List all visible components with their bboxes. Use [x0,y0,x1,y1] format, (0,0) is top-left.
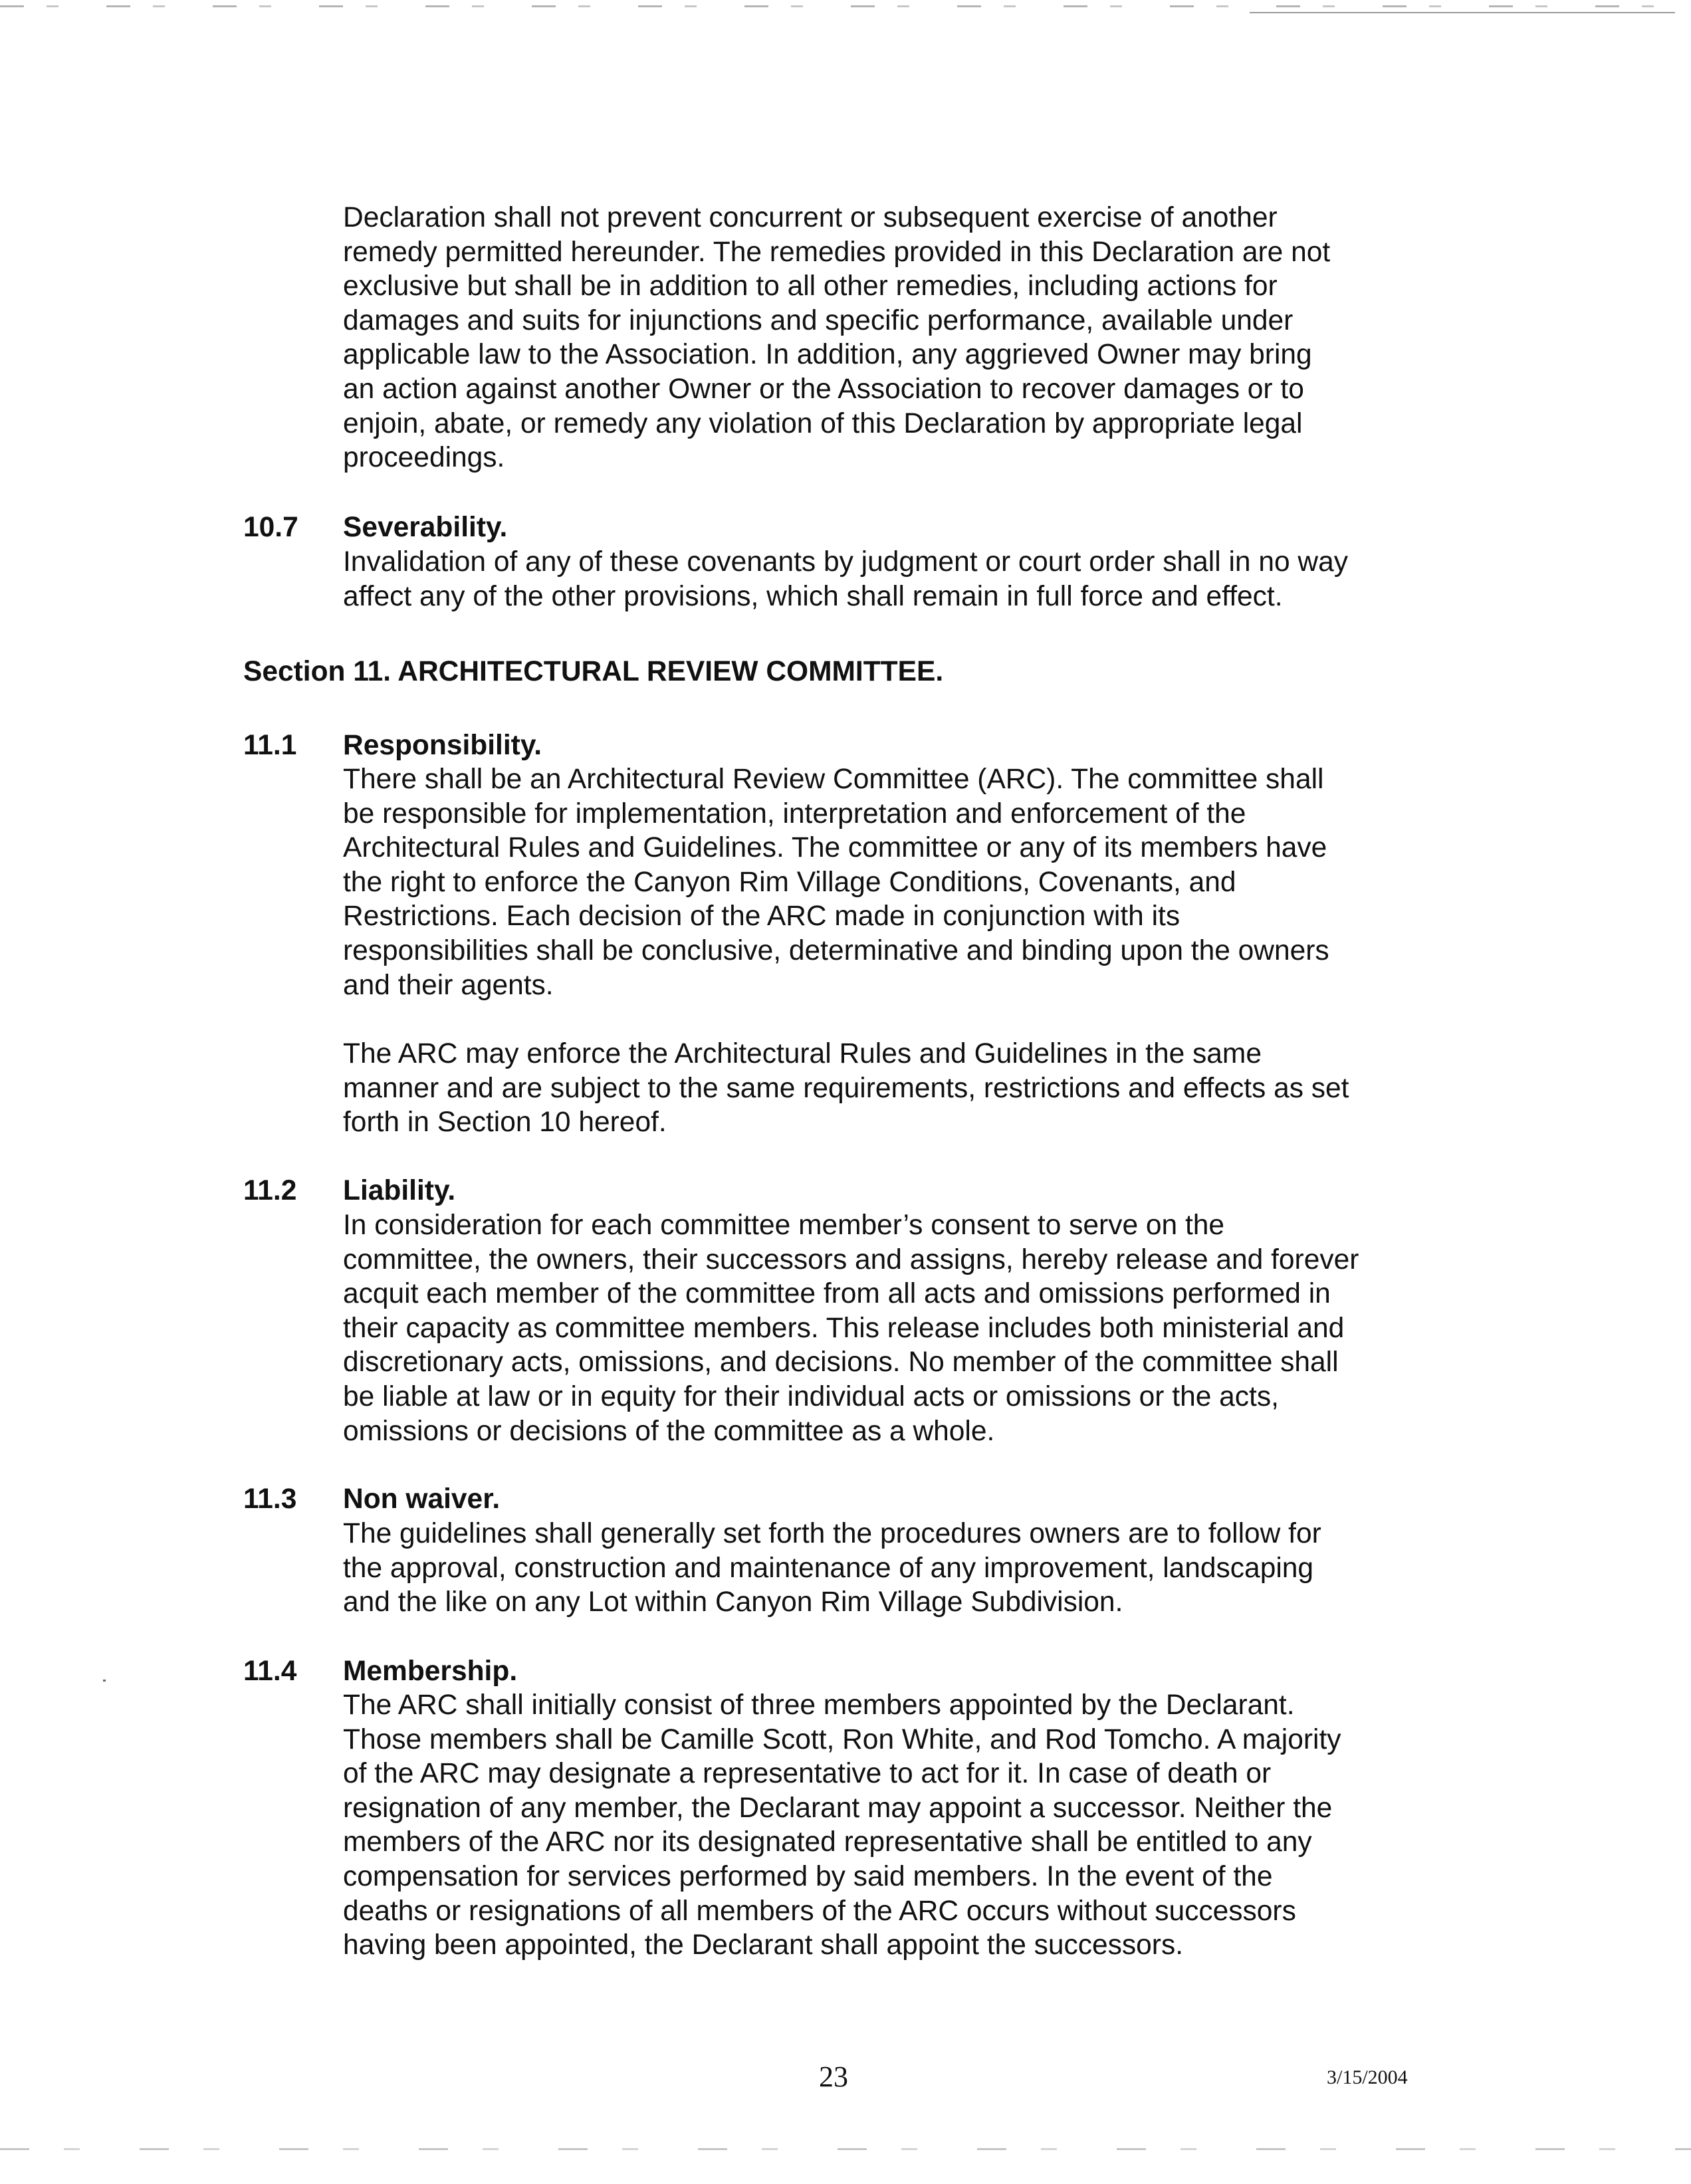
membership-body: The ARC shall initially consist of three members appointed by the Declarant. Those members shall be Camille Scott, Ron White, and Rod Tomcho. A majority of the ARC may designate a representative to act for it. In case of death or resignation of any member, the Declarant may appoint a successor. Neither the members of the ARC nor its designated representative shall be entitled to any compensation for services performed by said members. In the event of the deaths or resignations of all members of the ARC occurs without successors having been appointed, the Declarant shall appoint the successors. [343,1690,1341,1961]
subsection-number-11-3: 11.3 [243,1483,297,1515]
continuation-paragraph: Declaration shall not prevent concurrent or subsequent exercise of another remedy permitted hereunder. The remedies provided in this Declaration are not exclusive but shall be in addition to all other remedies, including actions for damages and suits for injunctions and specific performance, available under applicable law to the Association. In addition, any aggrieved Owner may bring an action against another Owner or the Association to recover damages or to enjoin, abate, or remedy any violation of this Declaration by appropriate legal proceedings. [343,202,1331,474]
subsection-heading-liability: Liability. [343,1175,456,1206]
subsection-number-10-7: 10.7 [243,512,298,543]
responsibility-body-2: The ARC may enforce the Architectural Rules and Guidelines in the same manner and are subject to the same requirements, restrictions and effects as set forth in Section 10 hereof. [343,1038,1349,1139]
responsibility-body-1: There shall be an Architectural Review Committee (ARC). The committee shall be responsible for implementation, interpretation and enforcement of the Architectural Rules and Guidelines. The committee or any of its members have the right to enforce the Canyon Rim Village Conditions, Covenants, and Restrictions. Each decision of the ARC made in conjunction with its responsibilities shall be conclusive, determinative and binding upon the owners and their agents. [343,764,1329,1001]
subsection-number-11-2: 11.2 [243,1175,297,1206]
subsection-number-11-4: 11.4 [243,1656,297,1687]
scan-speck [103,1680,106,1682]
section-11-title: Section 11. ARCHITECTURAL REVIEW COMMITTEE. [243,656,944,687]
non-waiver-body: The guidelines shall generally set forth the procedures owners are to follow for the approval, construction and maintenance of any improvement, landscaping and the like on any Lot within Canyon Rim Village Subdivision. [343,1518,1321,1618]
subsection-heading-non-waiver: Non waiver. [343,1483,501,1515]
subsection-number-11-1: 11.1 [243,730,297,761]
subsection-heading-responsibility: Responsibility. [343,730,542,761]
scan-artifact-bottom [0,2148,1691,2150]
scan-artifact-top-right [1250,12,1675,13]
subsection-heading-severability: Severability. [343,512,508,543]
severability-body: Invalidation of any of these covenants by judgment or court order shall in no way affect any of the other provisions, which shall remain in full force and effect. [343,546,1348,612]
page-number: 23 [819,2060,848,2093]
subsection-heading-membership: Membership. [343,1656,518,1687]
scan-artifact-top [0,5,1691,7]
revision-date: 3/15/2004 [1327,2066,1408,2088]
liability-body: In consideration for each committee member’s consent to serve on the committee, the owners, their successors and assigns, hereby release and forever acquit each member of the committee from all acts and omissions performed in their capacity as committee members. This release includes both ministerial and discretionary acts, omissions, and decisions. No member of the committee shall be liable at law or in equity for their individual acts or omissions or the acts, omissions or decisions of the committee as a whole. [343,1210,1359,1447]
